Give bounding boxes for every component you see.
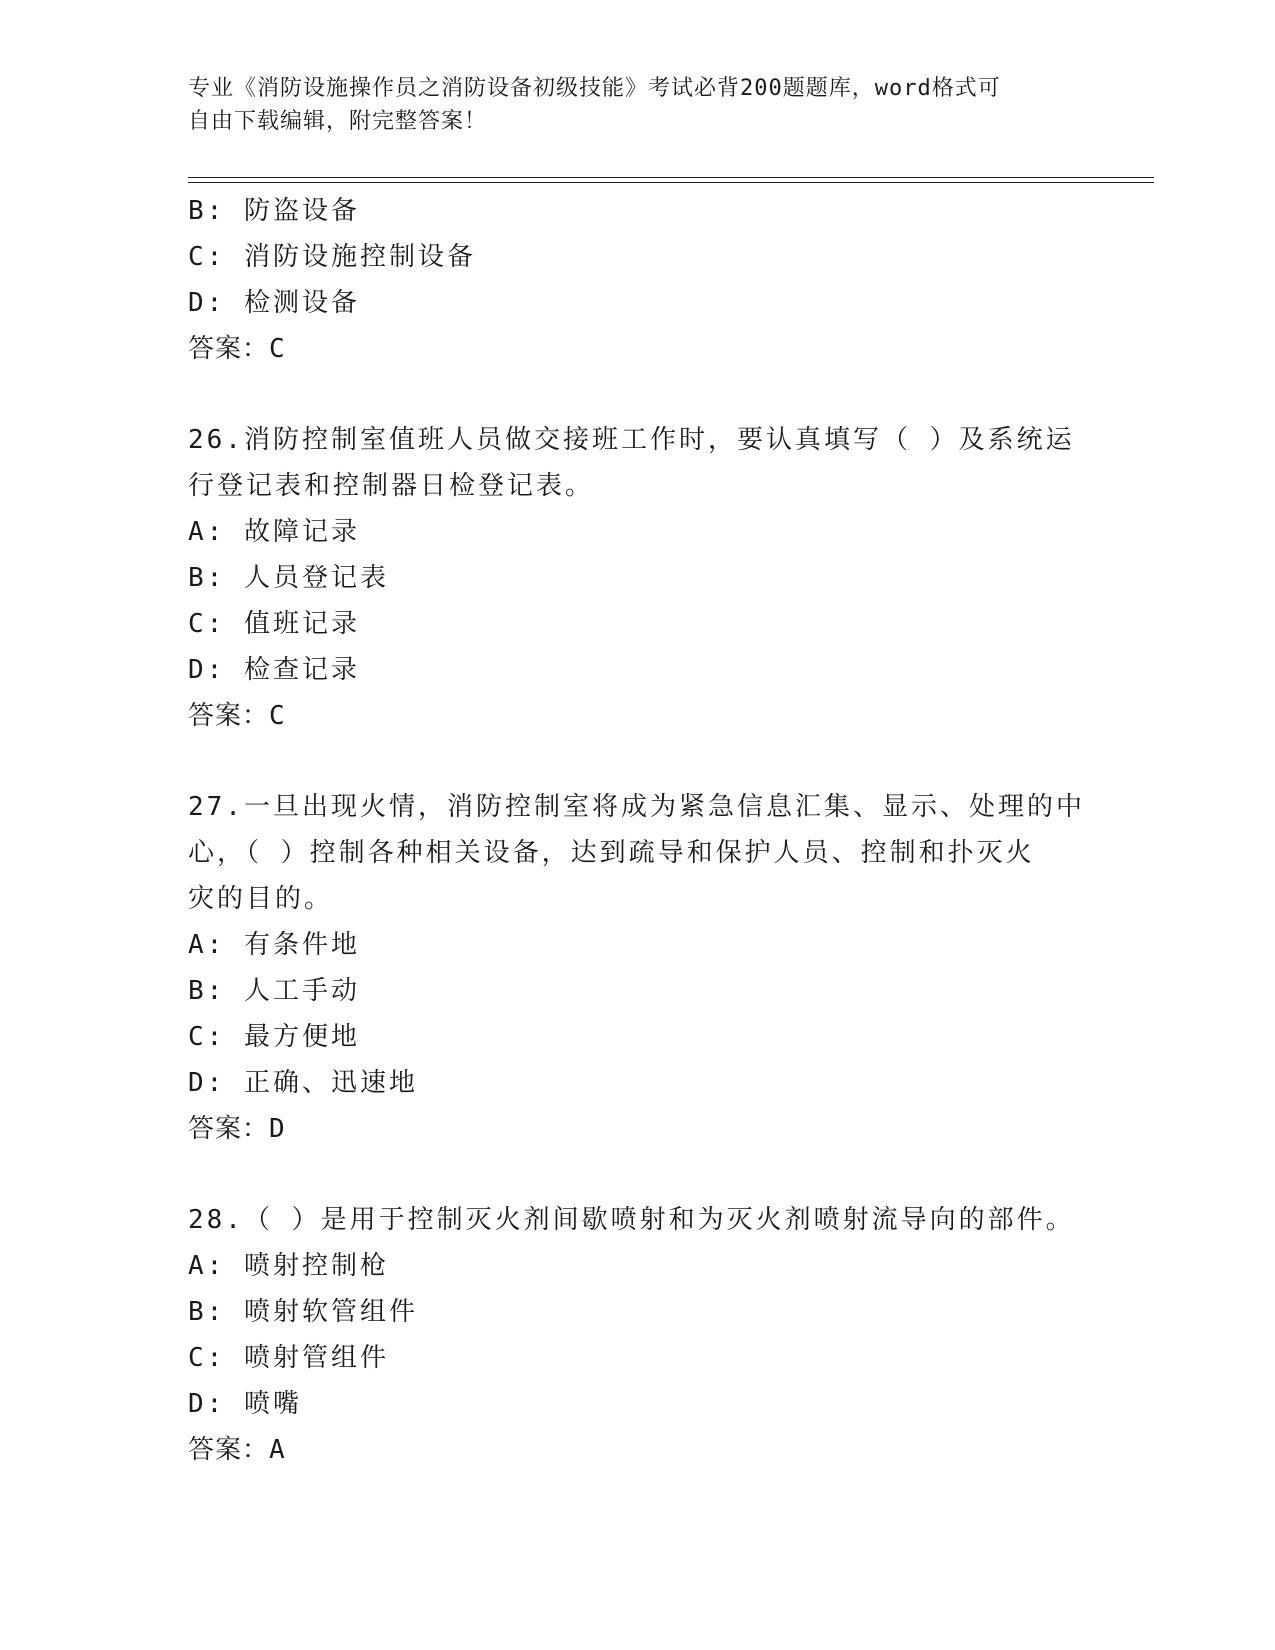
option-c: C: 消防设施控制设备 (188, 242, 476, 272)
option-d: D: 喷嘴 (188, 1389, 302, 1419)
header-line-2: 自由下载编辑，附完整答案！ (188, 109, 488, 134)
question-list (188, 188, 1088, 1473)
option-b: B: 人工手动 (188, 976, 360, 1006)
answer-label: 答案： (188, 701, 270, 731)
option-b: B: 喷射软管组件 (188, 1297, 418, 1327)
answer-value: D (269, 1114, 286, 1144)
option-c: C: 喷射管组件 (188, 1343, 389, 1373)
option-d: D: 检查记录 (188, 655, 360, 685)
question-27 (188, 784, 1088, 1152)
question-fragment (188, 188, 1088, 372)
answer-line (188, 1427, 1088, 1473)
option-a: A: 喷射控制枪 (188, 1251, 389, 1281)
answer-label: 答案： (188, 334, 270, 364)
question-line: 26.消防控制室值班人员做交接班工作时，要认真填写（ ）及系统运 (188, 425, 1075, 455)
option-d: D: 正确、迅速地 (188, 1068, 418, 1098)
header-divider-top (188, 177, 1154, 178)
answer-line (188, 693, 1088, 739)
question-line: 行登记表和控制器日检登记表。 (188, 471, 595, 501)
answer-value: C (269, 334, 286, 364)
header-divider-bottom (188, 182, 1154, 183)
answer-line (188, 326, 1088, 372)
answer-line (188, 1106, 1088, 1152)
question-text (188, 784, 1088, 922)
question-line: 27.一旦出现火情，消防控制室将成为紧急信息汇集、显示、处理的中 (188, 792, 1085, 822)
option-b: B: 防盗设备 (188, 196, 360, 226)
document-header (188, 72, 1088, 138)
option-a: A: 故障记录 (188, 517, 360, 547)
answer-label: 答案： (188, 1114, 270, 1144)
answer-value: A (269, 1435, 286, 1465)
answer-value: C (269, 701, 286, 731)
option-d: D: 检测设备 (188, 288, 360, 318)
option-a: A: 有条件地 (188, 930, 360, 960)
question-line: 28.（ ）是用于控制灭火剂间歇喷射和为灭火剂喷射流导向的部件。 (188, 1205, 1075, 1235)
option-b: B: 人员登记表 (188, 563, 389, 593)
question-line: 灾的目的。 (188, 884, 334, 914)
option-c: C: 最方便地 (188, 1022, 360, 1052)
question-26 (188, 417, 1088, 739)
question-text (188, 417, 1088, 509)
option-c: C: 值班记录 (188, 609, 360, 639)
question-text (188, 1197, 1088, 1243)
question-line: 心，（ ）控制各种相关设备，达到疏导和保护人员、控制和扑灭火 (188, 838, 1035, 868)
answer-label: 答案： (188, 1435, 270, 1465)
question-28 (188, 1197, 1088, 1473)
header-line-1: 专业《消防设施操作员之消防设备初级技能》考试必背200题题库，word格式可 (188, 76, 1001, 101)
